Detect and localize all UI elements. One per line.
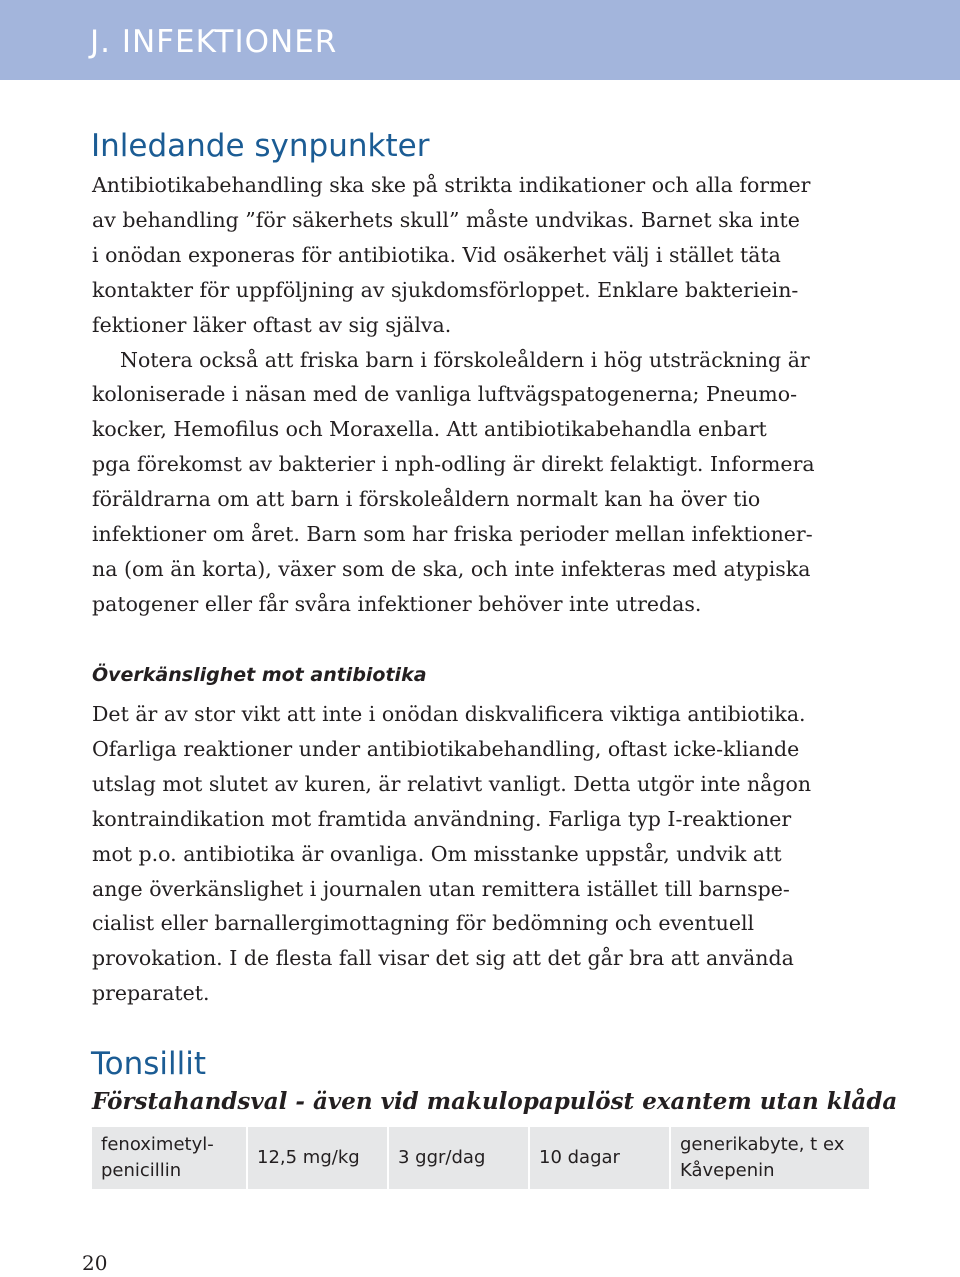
cell-text: penicillin [101,1160,182,1181]
text-line: na (om än korta), växer som de ska, och inte infekteras med atypiska [92,556,811,581]
text-line: kontraindikation mot framtida användning. Farliga typ I-reaktioner [92,806,792,831]
text-line: infektioner om året. Barn som har friska perioder mellan infektioner- [92,522,813,547]
cell-text: generikabyte, t ex [680,1134,845,1155]
cell-text: 3 ggr/dag [398,1147,486,1168]
text-line: cialist eller barnallergimottagning för bedömning och eventuell [92,911,755,936]
frequency-cell [389,1127,530,1189]
text-line: kocker, Hemofilus och Moraxella. Att antibiotikabehandla enbart [92,417,767,442]
generic-note-cell [671,1127,869,1189]
text-line: patogener eller får svåra infektioner behöver inte utredas. [92,591,702,616]
cell-text: 10 dagar [539,1147,620,1168]
cell-text: fenoximetyl- [101,1134,214,1155]
text-line: Antibiotikabehandling ska ske på strikta indikationer och alla former [92,173,811,197]
text-line: koloniserade i näsan med de vanliga luftvägspatogenerna; Pneumo- [92,382,798,407]
text-line: preparatet. [92,981,210,1006]
text-line: kontakter för uppföljning av sjukdomsförloppet. Enklare bakteriein- [92,277,799,302]
text-line: mot p.o. antibiotika är ovanliga. Om misstanke uppstår, undvik att [92,841,782,866]
text-line: fektioner läker oftast av sig själva. [92,312,452,337]
subheading-overkanslighet: Överkänslighet mot antibiotika [92,664,427,686]
chapter-title: J. INFEKTIONER [90,24,338,60]
first-line-choice-heading: Förstahandsval - även vid makulopapulöst exantem utan klåda [92,1088,898,1115]
intro-paragraph [92,168,892,622]
text-line: ange överkänslighet i journalen utan remittera istället till barnspe- [92,876,790,901]
text-line: utslag mot slutet av kuren, är relativt vanligt. Detta utgör inte någon [92,771,812,796]
cell-text: 12,5 mg/kg [257,1147,360,1168]
dose-cell [248,1127,389,1189]
hypersensitivity-paragraph [92,697,892,1011]
dosage-table [92,1127,869,1189]
section-heading-tonsillit: Tonsillit [91,1046,207,1082]
text-line: Det är av stor vikt att inte i onödan diskvalificera viktiga antibiotika. [92,702,806,726]
page-number: 20 [82,1251,108,1275]
text-line: Ofarliga reaktioner under antibiotikabehandling, oftast icke-kliande [92,736,800,761]
cell-text: Kåvepenin [680,1160,775,1181]
text-line: av behandling ”för säkerhets skull” måste undvikas. Barnet ska inte [92,207,800,232]
text-line: Notera också att friska barn i förskoleåldern i hög utsträckning är [120,347,810,372]
section-heading-inledande: Inledande synpunkter [91,128,430,164]
text-line: föräldrarna om att barn i förskoleåldern normalt kan ha över tio [92,487,761,512]
text-line: i onödan exponeras för antibiotika. Vid osäkerhet välj i stället täta [92,242,781,267]
text-line: provokation. I de flesta fall visar det sig att det går bra att använda [92,946,794,971]
text-line: pga förekomst av bakterier i nph-odling är direkt felaktigt. Informera [92,452,815,477]
drug-name-cell [92,1127,248,1189]
header-band [0,0,960,80]
duration-cell [530,1127,671,1189]
